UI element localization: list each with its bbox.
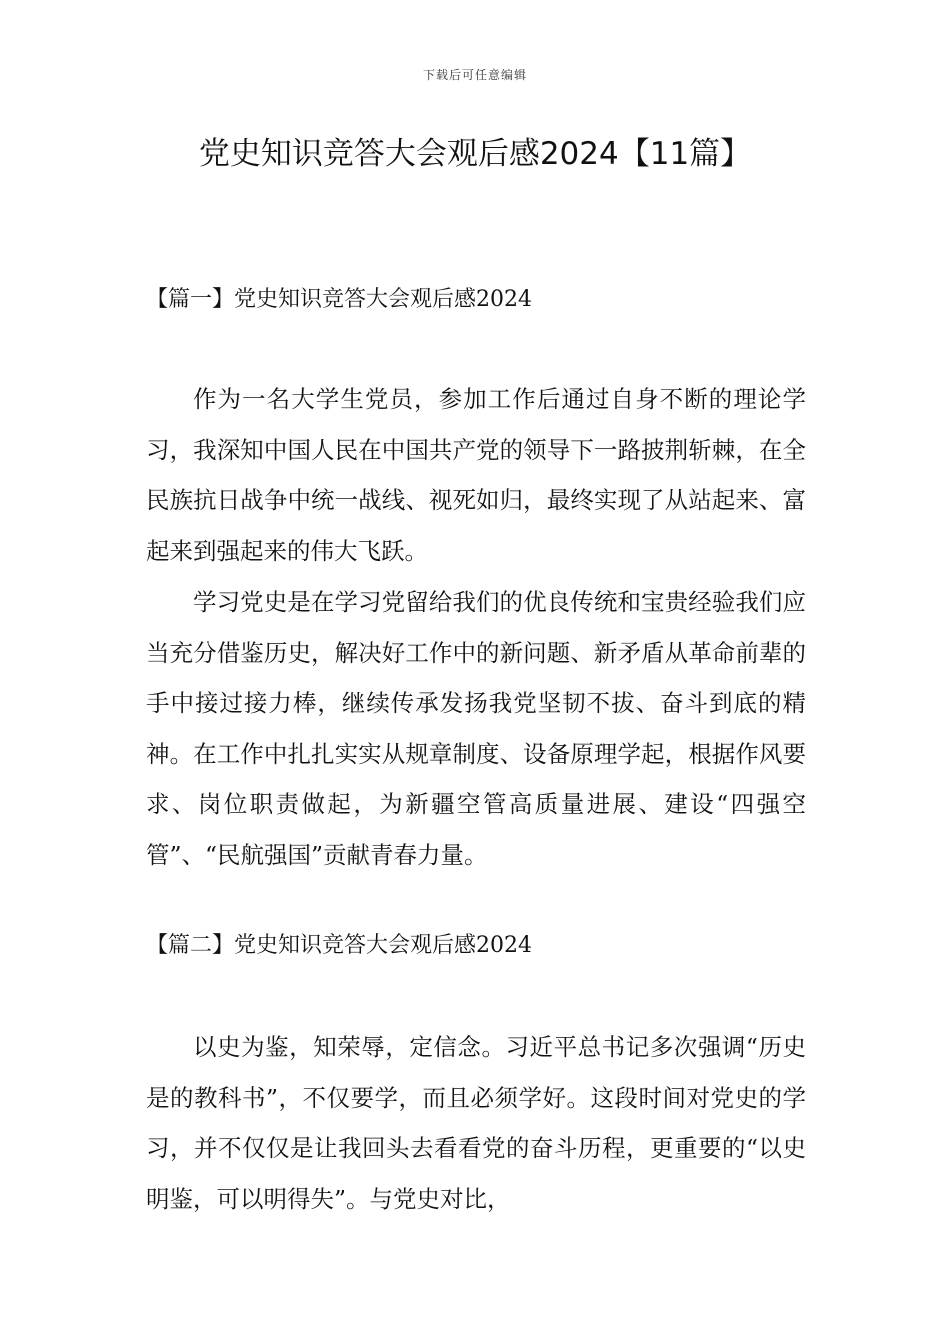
header-note: 下载后可任意编辑: [422, 68, 527, 82]
section-2-paragraph-1: 以史为鉴，知荣辱，定信念。习近平总书记多次强调“历史是的教科书”，不仅要学，而且必须学好。这段时间对党史的学习，并不仅仅是让我回头去看看党的奋斗历程，更重要的“以史明鉴，可以明得失”。与党史对比，: [146, 1033, 806, 1213]
section-heading-1: 【篇一】党史知识竞答大会观后感2024: [146, 287, 532, 312]
section-heading-2: 【篇二】党史知识竞答大会观后感2024: [146, 933, 532, 958]
section-1-paragraph-2: 学习党史是在学习党留给我们的优良传统和宝贵经验我们应当充分借鉴历史，解决好工作中的新问题、新矛盾从革命前辈的手中接过接力棒，继续传承发扬我党坚韧不拔、奋斗到底的精神。在工作中扎扎实实从规章制度、设备原理学起，根据作风要求、岗位职责做起，为新疆空管高质量进展、建设“四强空管”、“民航强国”贡献青春力量。: [146, 588, 806, 869]
section-1-paragraph-1: 作为一名大学生党员，参加工作后通过自身不断的理论学习，我深知中国人民在中国共产党的领导下一路披荆斩棘，在全民族抗日战争中统一战线、视死如归，最终实现了从站起来、富起来到强起来的伟大飞跃。: [146, 385, 806, 565]
document-title: 党史知识竞答大会观后感2024【11篇】: [198, 136, 752, 172]
